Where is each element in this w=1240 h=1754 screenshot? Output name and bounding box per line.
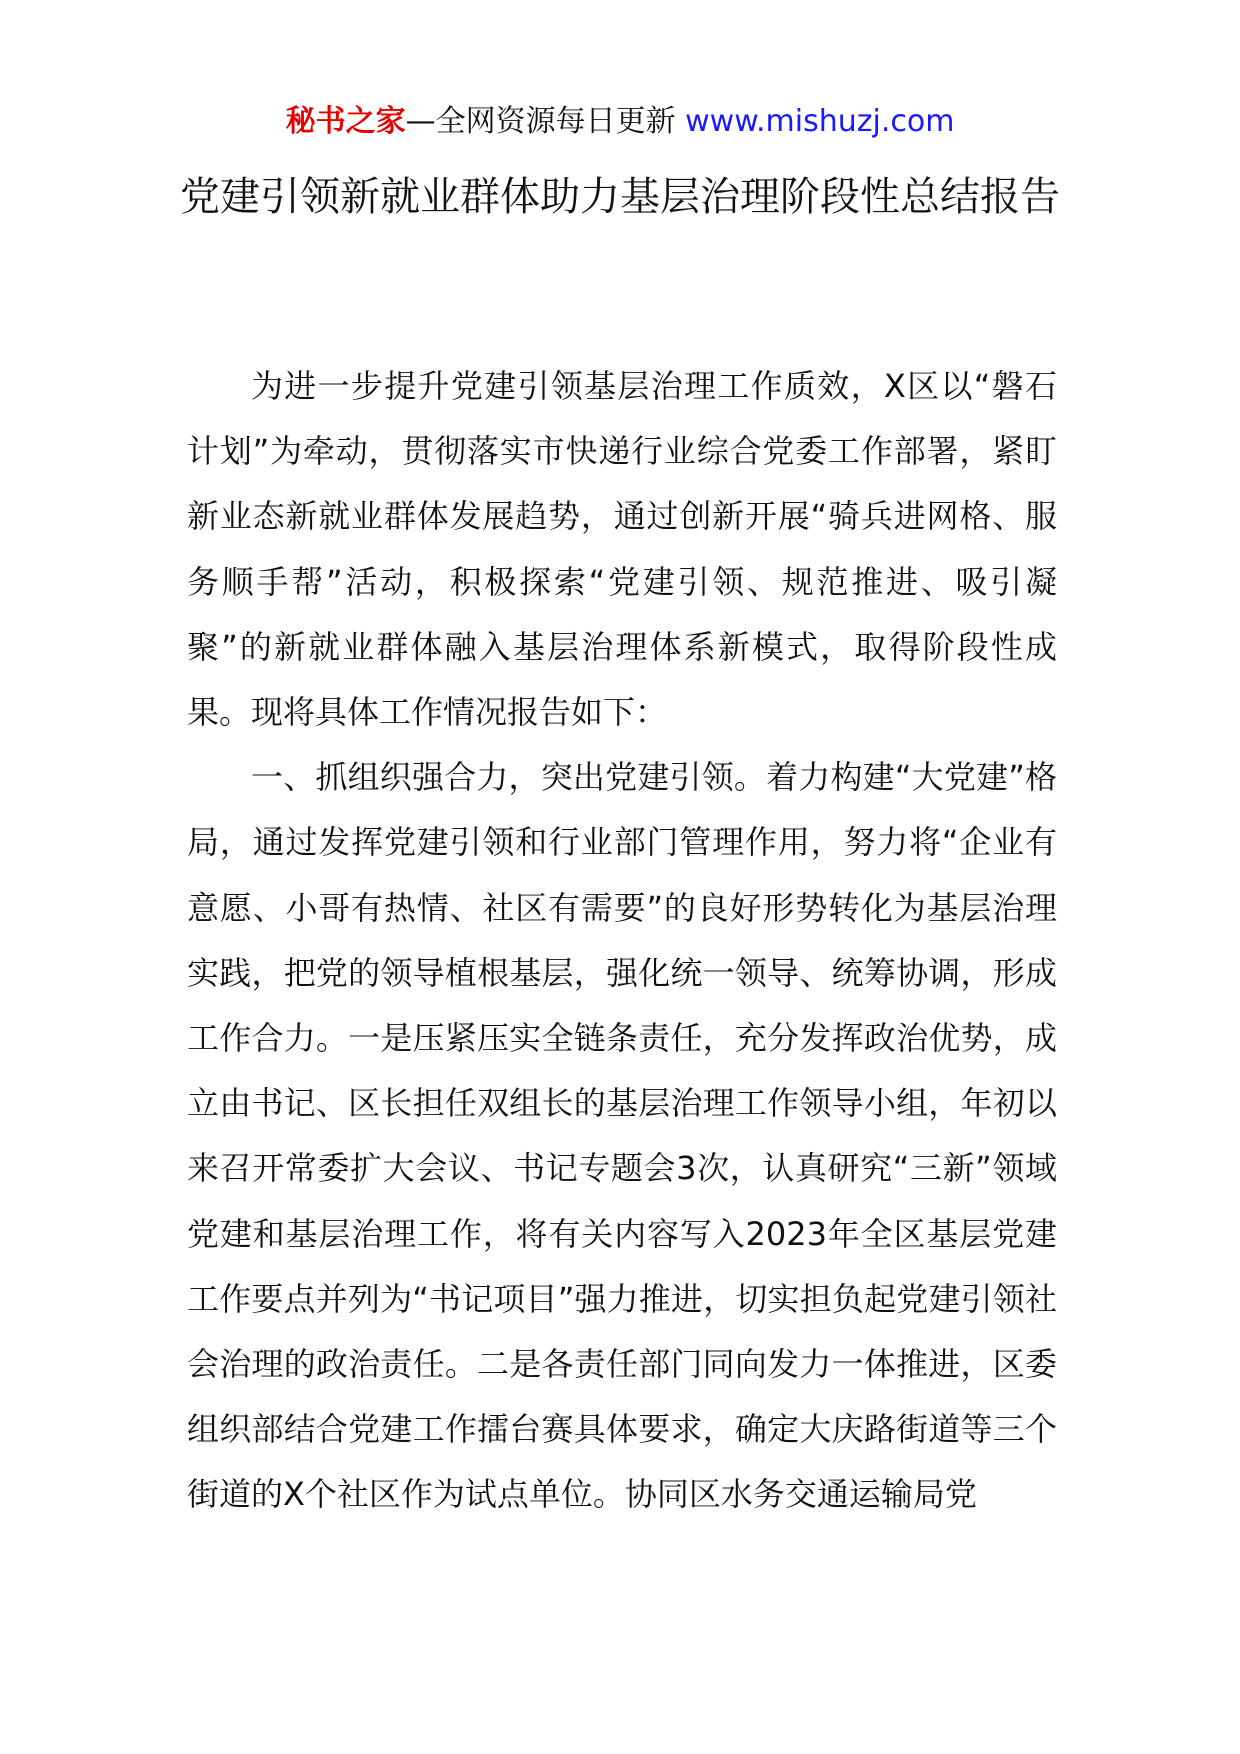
site-header <box>0 100 1240 144</box>
header-tagline: —全网资源每日更新 <box>405 104 686 139</box>
document-title: 党建引领新就业群体助力基层治理阶段性总结报告 <box>180 174 1060 220</box>
site-url-link[interactable]: www.mishuzj.com <box>685 104 955 139</box>
brand-name: 秘书之家 <box>285 104 406 139</box>
intro-paragraph: 为进一步提升党建引领基层治理工作质效，X区以“磐石计划”为牵动，贯彻落实市快递行业综合党委工作部署，紧盯新业态新就业群体发展趋势，通过创新开展“骑兵进网格、服务顺手帮”活动，积极探索“党建引领、规范推进、吸引凝聚”的新就业群体融入基层治理体系新模式，取得阶段性成果。现将具体工作情况报告如下： <box>187 367 1057 732</box>
section-one-paragraph: 一、抓组织强合力，突出党建引领。着力构建“大党建”格局，通过发挥党建引领和行业部门管理作用，努力将“企业有意愿、小哥有热情、社区有需要”的良好形势转化为基层治理实践，把党的领导植根基层，强化统一领导、统筹协调，形成工作合力。一是压紧压实全链条责任，充分发挥政治优势，成立由书记、区长担任双组长的基层治理工作领导小组，年初以来召开常委扩大会议、书记专题会3次，认真研究“三新”领域党建和基层治理工作，将有关内容写入2023年全区基层党建工作要点并列为“书记项目”强力推进，切实担负起党建引领社会治理的政治责任。二是各责任部门同向发力一体推进，区委组织部结合党建工作擂台赛具体要求，确定大庆路街道等三个街道的X个社区作为试点单位。协同区水务交通运输局党 <box>187 758 1057 1514</box>
document-body <box>187 354 1057 1528</box>
